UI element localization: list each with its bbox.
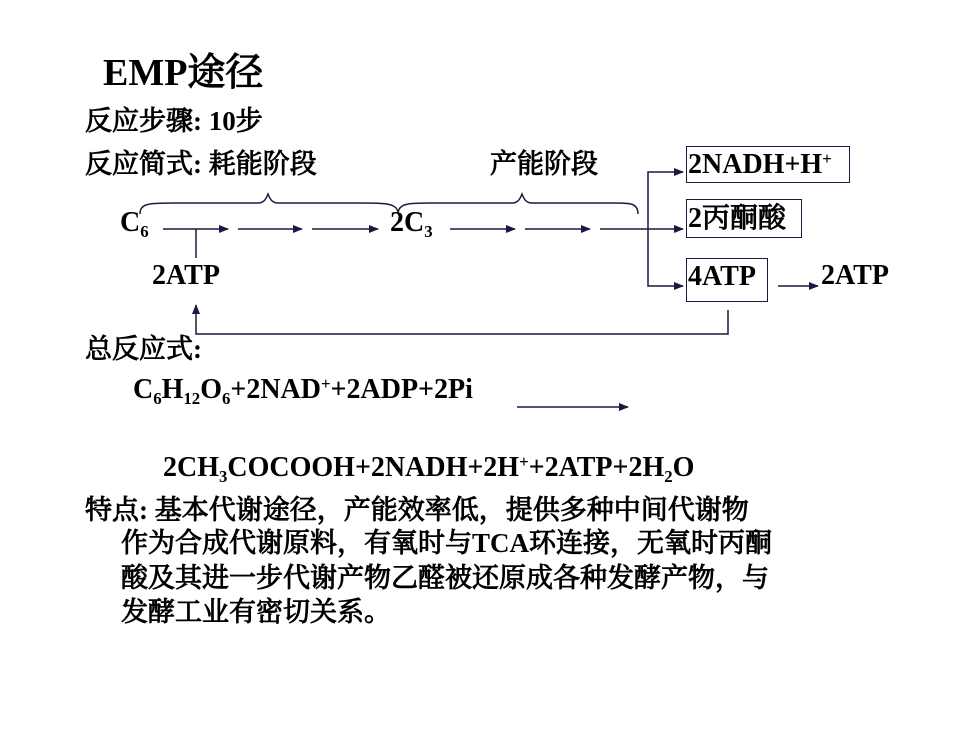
r-rest: +2ADP+2Pi [330, 374, 473, 405]
net-atp: 2ATP [821, 260, 889, 291]
r-s2: 12 [183, 388, 201, 408]
features-line-3: 酸及其进一步代谢产物乙醛被还原成各种发酵产物，与 [121, 563, 769, 593]
overall-reactants [133, 373, 473, 408]
p-a: 2CH [163, 452, 219, 483]
r-nad: +2NAD [230, 374, 321, 405]
atp-input: 2ATP [152, 260, 220, 291]
pyruvate-box [686, 199, 802, 238]
p-sup: + [519, 451, 529, 471]
r-h: H [161, 374, 184, 405]
branch-to-atp [648, 229, 683, 286]
p-b: COCOOH+2NADH+2H [227, 452, 520, 483]
atp-feedback-line [196, 305, 728, 334]
atp-output-box [686, 258, 768, 302]
p-c: +2ATP+2H [528, 452, 665, 483]
r-sup: + [320, 373, 331, 393]
overall-label: 总反应式: [85, 334, 202, 364]
features-line-2: 作为合成代谢原料，有氧时与TCA环连接，无氧时丙酮 [121, 528, 773, 558]
page-title: EMP途径 [103, 52, 264, 94]
features-line-1: 特点: 基本代谢途径，产能效率低，提供多种中间代谢物 [85, 495, 749, 525]
nadh-label [688, 148, 832, 180]
p-s1: 3 [219, 466, 228, 486]
nadh-box [686, 146, 850, 183]
p-s2: 2 [664, 466, 673, 486]
features-line-4: 发酵工业有密切关系。 [121, 597, 391, 627]
c3-main: 2C [390, 207, 425, 238]
nadh-main: 2NADH+H [688, 149, 823, 180]
c6-main: C [120, 207, 141, 238]
phase-energy-consuming: 耗能阶段 [208, 149, 317, 179]
brace-consuming [140, 194, 398, 214]
r-s3: 6 [221, 388, 231, 408]
branch-to-nadh [648, 172, 683, 229]
steps-label: 反应步骤: [85, 106, 202, 136]
c3-subscript: 3 [424, 221, 433, 241]
steps-value: 10步 [208, 106, 263, 136]
phase-energy-producing: 产能阶段 [490, 149, 598, 179]
c6-subscript: 6 [140, 221, 149, 241]
r-s1: 6 [153, 388, 162, 408]
nadh-superscript: + [822, 148, 832, 168]
r-c: C [133, 374, 154, 405]
p-d: O [672, 452, 695, 483]
c6-node [120, 207, 149, 241]
brace-producing [398, 194, 638, 214]
simple-label: 反应简式: [85, 149, 202, 179]
r-o: O [200, 374, 222, 405]
pyruvate-label: 2丙酮酸 [688, 203, 787, 234]
overall-products [163, 451, 695, 486]
atp-output-label: 4ATP [688, 261, 756, 292]
c3-node [390, 207, 433, 241]
